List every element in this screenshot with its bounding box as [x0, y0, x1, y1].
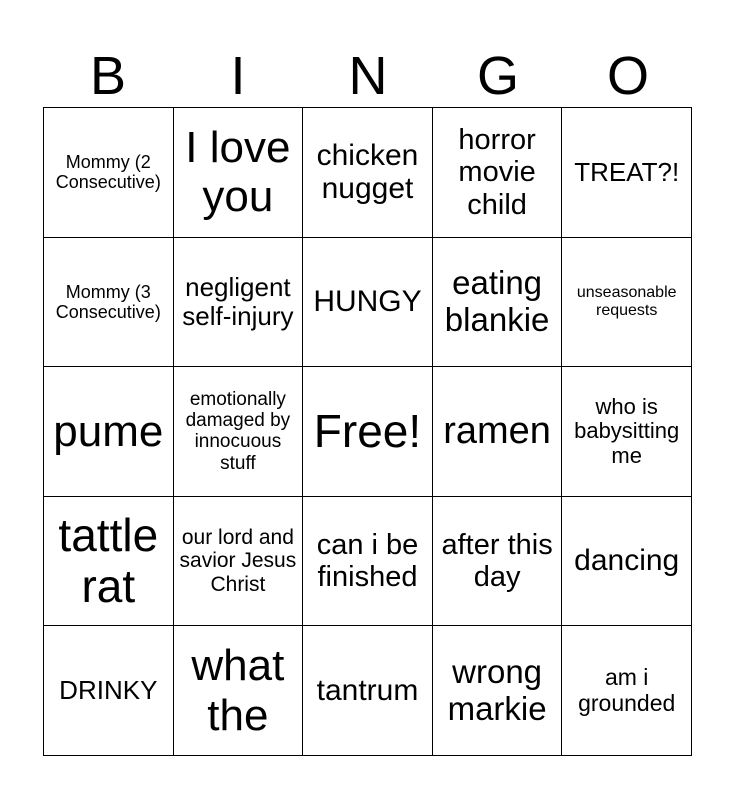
free-space-cell[interactable] — [303, 367, 433, 497]
bingo-cell[interactable] — [433, 238, 563, 368]
bingo-cell[interactable] — [174, 367, 304, 497]
bingo-cell[interactable] — [433, 626, 563, 756]
cell-text: after this day — [441, 528, 553, 594]
bingo-cell[interactable] — [303, 497, 433, 627]
cell-text: who is babysitting me — [574, 393, 680, 468]
bingo-cell[interactable] — [44, 108, 174, 238]
bingo-cell[interactable] — [562, 238, 692, 368]
bingo-cell[interactable] — [44, 238, 174, 368]
cell-text: HUNGY — [313, 285, 422, 319]
cell-text: am i grounded — [578, 663, 676, 716]
cell-text: I love you — [185, 123, 291, 222]
cell-text: emotionally damaged by innocuous stuff — [185, 388, 291, 474]
bingo-cell[interactable] — [433, 367, 563, 497]
bingo-cell[interactable] — [562, 108, 692, 238]
cell-text: horror movie child — [458, 123, 536, 221]
cell-text: what the — [191, 641, 285, 740]
cell-text: DRINKY — [59, 675, 158, 706]
cell-text: dancing — [574, 544, 680, 578]
bingo-header — [43, 44, 693, 108]
header-letter-g: G — [476, 46, 519, 106]
cell-text: Mommy (2 Consecutive) — [55, 152, 161, 193]
bingo-board — [43, 107, 692, 756]
cell-text: eating blankie — [444, 263, 550, 338]
header-letter-o: O — [606, 46, 649, 106]
bingo-cell[interactable] — [174, 238, 304, 368]
bingo-cell[interactable] — [562, 367, 692, 497]
bingo-cell[interactable] — [562, 626, 692, 756]
cell-text: chicken nugget — [316, 138, 419, 206]
cell-text: pume — [53, 406, 164, 456]
cell-text: can i be finished — [316, 528, 419, 594]
bingo-cell[interactable] — [44, 367, 174, 497]
bingo-cell[interactable] — [174, 108, 304, 238]
cell-text: wrong markie — [447, 652, 547, 727]
bingo-cell[interactable] — [174, 626, 304, 756]
header-letter-b: B — [89, 46, 127, 106]
header-letter-i: I — [230, 46, 246, 106]
cell-text: negligent self-injury — [182, 271, 294, 331]
cell-text: ramen — [443, 410, 551, 453]
bingo-cell[interactable] — [303, 626, 433, 756]
bingo-cell[interactable] — [303, 238, 433, 368]
header-letter-n: N — [348, 46, 388, 106]
cell-text: tattle rat — [58, 508, 159, 613]
bingo-cell[interactable] — [174, 497, 304, 627]
bingo-cell[interactable] — [44, 497, 174, 627]
cell-text: unseasonable requests — [576, 283, 677, 319]
cell-text: TREAT?! — [574, 156, 680, 187]
bingo-cell[interactable] — [433, 108, 563, 238]
free-space-text: Free! — [313, 404, 422, 457]
cell-text: our lord and savior Jesus Christ — [179, 525, 297, 596]
bingo-cell[interactable] — [303, 108, 433, 238]
cell-text: tantrum — [316, 673, 419, 707]
cell-text: Mommy (3 Consecutive) — [55, 281, 161, 322]
bingo-cell[interactable] — [44, 626, 174, 756]
bingo-cell[interactable] — [562, 497, 692, 627]
bingo-cell[interactable] — [433, 497, 563, 627]
